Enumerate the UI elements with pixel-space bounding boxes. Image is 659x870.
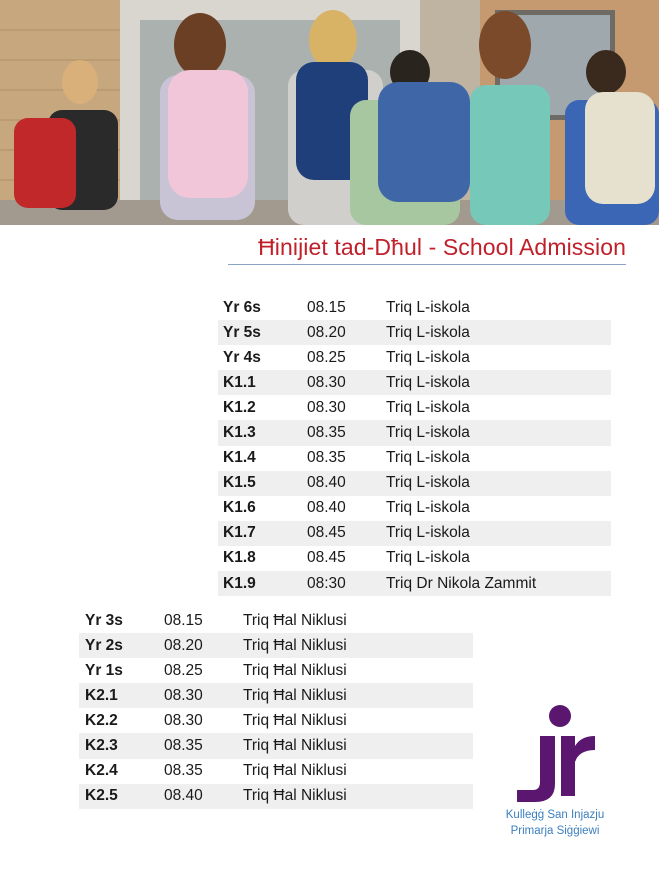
table-row (79, 784, 473, 809)
entrance-street: Triq L-iskola (386, 323, 470, 341)
title-underline (228, 264, 626, 265)
entry-time: 08.30 (307, 373, 346, 391)
entrance-street: Triq L-iskola (386, 298, 470, 316)
table-row (218, 320, 611, 345)
entrance-street: Triq L-iskola (386, 348, 470, 366)
table-row (218, 420, 611, 445)
table-row (218, 471, 611, 496)
entrance-street: Triq Ħal Niklusi (243, 661, 347, 679)
class-code: K1.7 (223, 524, 256, 542)
entrance-street: Triq L-iskola (386, 373, 470, 391)
entrance-street: Triq Ħal Niklusi (243, 737, 347, 755)
logo-caption-line-1: Kulleġġ San Injazju (505, 809, 605, 821)
entrance-street: Triq Ħal Niklusi (243, 686, 347, 704)
table-row (218, 571, 611, 596)
class-code: K1.3 (223, 424, 256, 442)
page-title: Ħinijiet tad-Dħul - School Admission (258, 234, 626, 260)
class-code: K1.2 (223, 398, 256, 416)
entrance-street: Triq L-iskola (386, 474, 470, 492)
entrance-street: Triq L-iskola (386, 499, 470, 517)
class-code: Yr 6s (223, 298, 261, 316)
table-row (79, 733, 473, 758)
table-row (218, 521, 611, 546)
entry-time: 08.20 (164, 636, 203, 654)
entry-time: 08.35 (307, 449, 346, 467)
class-code: K1.5 (223, 474, 256, 492)
entrance-street: Triq L-iskola (386, 398, 470, 416)
table-row (79, 633, 473, 658)
table-row (79, 759, 473, 784)
entry-time: 08.25 (164, 661, 203, 679)
class-code: K1.4 (223, 449, 256, 467)
entrance-street: Triq Ħal Niklusi (243, 762, 347, 780)
entry-time: 08.45 (307, 549, 346, 567)
entry-time: 08:30 (307, 574, 346, 592)
class-code: K1.9 (223, 574, 256, 592)
class-code: K1.8 (223, 549, 256, 567)
entry-time: 08.35 (164, 762, 203, 780)
class-code: Yr 5s (223, 323, 261, 341)
table-row (218, 546, 611, 571)
entry-time: 08.40 (307, 499, 346, 517)
logo-caption-line-2: Primarja Siġġiewi (510, 825, 600, 837)
entry-time: 08.30 (164, 711, 203, 729)
entry-time: 08.20 (307, 323, 346, 341)
entry-time: 08.15 (164, 611, 203, 629)
class-code: K2.2 (85, 711, 118, 729)
table-row (218, 395, 611, 420)
class-code: K2.4 (85, 762, 118, 780)
admission-table-2 (79, 608, 473, 809)
class-code: K2.5 (85, 787, 118, 805)
entry-time: 08.45 (307, 524, 346, 542)
table-row (218, 345, 611, 370)
entry-time: 08.30 (307, 398, 346, 416)
class-code: Yr 4s (223, 348, 261, 366)
class-code: Yr 3s (85, 611, 123, 629)
table-row (79, 683, 473, 708)
entrance-street: Triq L-iskola (386, 449, 470, 467)
entrance-street: Triq L-iskola (386, 524, 470, 542)
entry-time: 08.40 (164, 787, 203, 805)
entrance-street: Triq Ħal Niklusi (243, 787, 347, 805)
class-code: K2.3 (85, 737, 118, 755)
entry-time: 08.35 (164, 737, 203, 755)
entrance-street: Triq Ħal Niklusi (243, 711, 347, 729)
entrance-street: Triq L-iskola (386, 549, 470, 567)
table-row (218, 496, 611, 521)
entry-time: 08.40 (307, 474, 346, 492)
admission-table-1 (218, 295, 611, 596)
table-row (79, 608, 473, 633)
class-code: K1.6 (223, 499, 256, 517)
entrance-street: Triq Ħal Niklusi (243, 611, 347, 629)
class-code: Yr 1s (85, 661, 123, 679)
school-logo-caption (485, 807, 625, 839)
table-row (218, 370, 611, 395)
table-row (218, 295, 611, 320)
entrance-street: Triq Ħal Niklusi (243, 636, 347, 654)
class-code: Yr 2s (85, 636, 123, 654)
class-code: K2.1 (85, 686, 118, 704)
banner-photo (0, 0, 659, 225)
entry-time: 08.30 (164, 686, 203, 704)
table-row (79, 708, 473, 733)
entry-time: 08.15 (307, 298, 346, 316)
entrance-street: Triq L-iskola (386, 424, 470, 442)
class-code: K1.1 (223, 373, 256, 391)
table-row (218, 446, 611, 471)
table-row (79, 658, 473, 683)
entry-time: 08.25 (307, 348, 346, 366)
entrance-street: Triq Dr Nikola Zammit (386, 574, 537, 592)
entry-time: 08.35 (307, 424, 346, 442)
